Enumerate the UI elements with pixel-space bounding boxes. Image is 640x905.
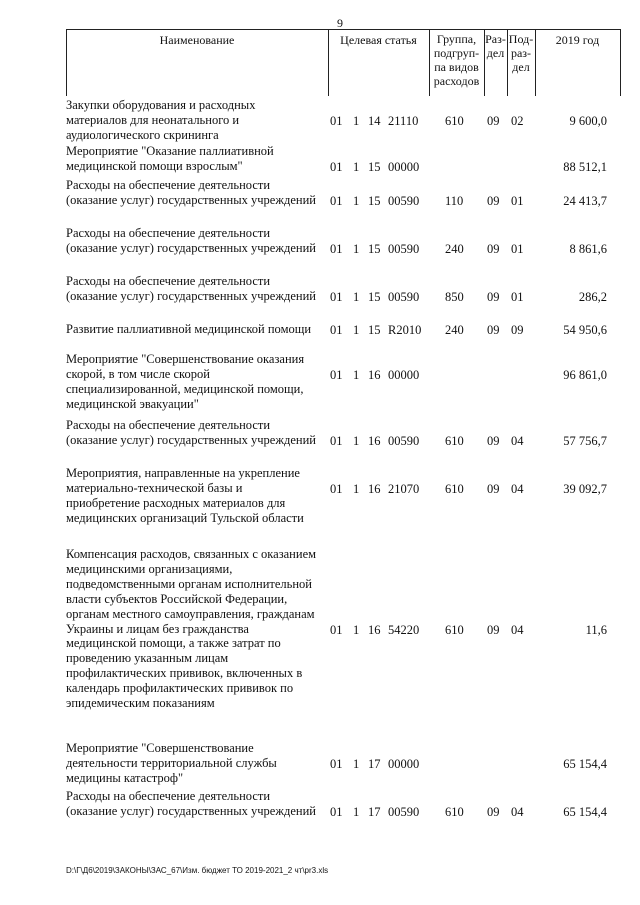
target-p3: 14 — [368, 113, 381, 128]
row-name — [66, 98, 328, 143]
row-name-line: медицинскими организациями, — [66, 561, 233, 576]
row-name-line: Развитие паллиативной медицинской помощи — [66, 322, 312, 336]
subsection-code: 09 — [511, 323, 524, 337]
subsection-code: 02 — [511, 113, 524, 128]
target-p1: 01 — [330, 193, 343, 208]
header-line: Под- — [508, 32, 534, 46]
target-p4: 00590 — [388, 241, 420, 256]
header-name: Наименование — [159, 33, 235, 47]
subsection-code: 01 — [511, 241, 524, 256]
header-target: Целевая статья — [340, 33, 417, 47]
amount: 88 512,1 — [563, 159, 607, 174]
target-p4: 00590 — [388, 289, 420, 304]
amount: 8 861,6 — [569, 241, 607, 256]
target-p4: 21110 — [388, 113, 419, 128]
row-name-line: Расходы на обеспечение деятельности — [66, 226, 271, 240]
target-p4: 00590 — [388, 193, 420, 208]
section-code: 09 — [487, 622, 500, 637]
row-name — [66, 741, 328, 786]
target-p2: 1 — [353, 433, 360, 448]
group-code: 610 — [445, 804, 464, 819]
row-name-line: (оказание услуг) государственных учреждений — [66, 240, 316, 255]
header-line: Раз- — [485, 32, 506, 46]
target-p4: 00000 — [388, 756, 420, 771]
group-code: 110 — [445, 193, 464, 208]
amount: 96 861,0 — [563, 367, 607, 382]
row-name-line: Расходы на обеспечение деятельности — [66, 418, 271, 432]
target-p3: 15 — [368, 323, 381, 337]
target-p3: 15 — [368, 159, 381, 174]
section-code: 09 — [487, 804, 500, 819]
group-code: 240 — [445, 241, 464, 256]
target-p3: 15 — [368, 193, 381, 208]
group-code: 610 — [445, 113, 464, 128]
header-line: па видов — [434, 60, 479, 74]
row-name-line: Закупки оборудования и расходных — [66, 98, 256, 112]
row-name — [66, 352, 328, 412]
target-p4: 00000 — [388, 159, 420, 174]
page-number: 9 — [337, 16, 343, 30]
row-name-line: подведомственными органам исполнительной — [66, 576, 312, 591]
target-p4: R2010 — [388, 323, 422, 337]
row-name-line: власти субъектов Российской Федерации, — [66, 591, 288, 606]
row-name — [66, 144, 328, 174]
group-code: 850 — [445, 289, 464, 304]
row-name-line: специализированной, медицинской помощи, — [66, 381, 304, 396]
target-p2: 1 — [353, 367, 360, 382]
row-name-line: Расходы на обеспечение деятельности — [66, 789, 271, 803]
target-p1: 01 — [330, 241, 343, 256]
amount: 54 950,6 — [563, 323, 607, 337]
target-p3: 16 — [368, 433, 381, 448]
row-name-line: деятельности территориальной службы — [66, 755, 277, 770]
target-p1: 01 — [330, 622, 343, 637]
group-code: 610 — [445, 622, 464, 637]
target-p2: 1 — [353, 804, 360, 819]
amount: 11,6 — [585, 622, 607, 637]
target-p3: 17 — [368, 756, 381, 771]
amount: 65 154,4 — [563, 756, 607, 771]
header-top-border — [66, 29, 621, 30]
row-name-line: (оказание услуг) государственных учреждений — [66, 432, 316, 447]
row-name — [66, 274, 328, 304]
target-p3: 17 — [368, 804, 381, 819]
row-name-line: (оказание услуг) государственных учреждений — [66, 192, 316, 207]
target-p1: 01 — [330, 159, 343, 174]
row-name-line: календарь профилактических прививок по — [66, 681, 294, 696]
target-p1: 01 — [330, 481, 343, 496]
row-name-line: (оказание услуг) государственных учреждений — [66, 288, 316, 303]
row-name — [66, 226, 328, 256]
header-group — [429, 32, 484, 88]
subsection-code: 01 — [511, 289, 524, 304]
target-p2: 1 — [353, 323, 360, 337]
row-name — [66, 322, 328, 337]
section-code: 09 — [487, 481, 500, 496]
target-p4: 00590 — [388, 433, 420, 448]
row-name-line: материально-технической базы и — [66, 480, 243, 495]
row-name-line: (оказание услуг) государственных учреждений — [66, 803, 316, 818]
target-p2: 1 — [353, 113, 360, 128]
row-name-line: органам местного самоуправления, гражданам — [66, 606, 315, 621]
file-path-footer: D:\Г\Д6\2019\ЗАКОНЫ\ЗАС_67\Изм. бюджет ТО 2019-2021_2 чт\pr3.xls — [66, 866, 329, 875]
table-header — [66, 29, 621, 96]
target-p1: 01 — [330, 289, 343, 304]
amount: 57 756,7 — [563, 433, 607, 448]
row-name-line: приобретение расходных материалов для — [66, 495, 286, 510]
target-p3: 16 — [368, 367, 381, 382]
section-code: 09 — [487, 241, 500, 256]
row-name-line: проведению указанным лицам — [66, 651, 229, 666]
target-p1: 01 — [330, 804, 343, 819]
target-p1: 01 — [330, 756, 343, 771]
group-code: 610 — [445, 433, 464, 448]
target-p3: 16 — [368, 481, 381, 496]
row-name-line: Мероприятие "Совершенствование оказания — [66, 352, 305, 366]
group-code: 610 — [445, 481, 464, 496]
row-name-line: Расходы на обеспечение деятельности — [66, 274, 271, 288]
row-name-line: Расходы на обеспечение деятельности — [66, 178, 271, 192]
amount: 39 092,7 — [563, 481, 607, 496]
target-p2: 1 — [353, 622, 360, 637]
target-p3: 16 — [368, 622, 381, 637]
row-name — [66, 547, 328, 711]
amount: 65 154,4 — [563, 804, 607, 819]
target-p4: 00000 — [388, 367, 420, 382]
target-p3: 15 — [368, 241, 381, 256]
row-name-line: медицинской помощи, а также затрат по — [66, 636, 281, 651]
row-name — [66, 466, 328, 526]
row-name-line: эпидемическим показаниям — [66, 696, 215, 711]
group-code: 240 — [445, 323, 464, 337]
amount: 286,2 — [578, 289, 607, 304]
target-p1: 01 — [330, 433, 343, 448]
target-p2: 1 — [353, 481, 360, 496]
amount: 24 413,7 — [563, 193, 607, 208]
header-line: дел — [486, 46, 505, 60]
section-code: 09 — [487, 433, 500, 448]
header-line: Группа, — [436, 32, 477, 46]
header-line: дел — [512, 60, 530, 74]
target-p2: 1 — [353, 159, 360, 174]
subsection-code: 01 — [511, 193, 524, 208]
target-p1: 01 — [330, 367, 343, 382]
row-name-line: скорой, в том числе скорой — [66, 366, 210, 381]
section-code: 09 — [487, 113, 500, 128]
row-name-line: медицинской помощи взрослым" — [66, 158, 243, 173]
subsection-code: 04 — [511, 804, 524, 819]
header-line: раз- — [510, 46, 532, 60]
section-code: 09 — [487, 323, 500, 337]
target-p1: 01 — [330, 323, 343, 337]
header-section — [484, 32, 507, 60]
row-name-line: медицины катастроф" — [66, 770, 184, 785]
target-p4: 54220 — [388, 622, 420, 637]
section-code: 09 — [487, 193, 500, 208]
row-name-line: Мероприятие "Совершенствование — [66, 741, 254, 755]
target-p1: 01 — [330, 113, 343, 128]
target-p3: 15 — [368, 289, 381, 304]
target-p2: 1 — [353, 756, 360, 771]
target-p4: 00590 — [388, 804, 420, 819]
target-p2: 1 — [353, 289, 360, 304]
row-name — [66, 418, 328, 448]
row-name-line: Мероприятие "Оказание паллиативной — [66, 144, 274, 158]
row-name — [66, 789, 328, 819]
row-name-line: Мероприятия, направленные на укрепление — [66, 466, 300, 480]
row-name — [66, 178, 328, 208]
row-name-line: профилактических прививок, включенных в — [66, 666, 303, 681]
row-name-line: Компенсация расходов, связанных с оказанием — [66, 547, 317, 561]
target-p4: 21070 — [388, 481, 420, 496]
header-line: расходов — [433, 74, 480, 88]
row-name-line: Украины и лицам без гражданства — [66, 621, 249, 636]
subsection-code: 04 — [511, 622, 524, 637]
header-border-right — [620, 29, 621, 96]
target-p2: 1 — [353, 241, 360, 256]
section-code: 09 — [487, 289, 500, 304]
header-line: подгруп- — [433, 46, 480, 60]
header-year: 2019 год — [555, 33, 600, 47]
row-name-line: материалов для неонатального и — [66, 112, 240, 127]
amount: 9 600,0 — [569, 113, 607, 128]
row-name-line: медицинской эвакуации" — [66, 396, 199, 411]
target-p2: 1 — [353, 193, 360, 208]
row-name-line: медицинских организаций Тульской области — [66, 510, 304, 525]
subsection-code: 04 — [511, 481, 524, 496]
row-name-line: аудиологического скрининга — [66, 127, 219, 142]
subsection-code: 04 — [511, 433, 524, 448]
header-subsection — [507, 32, 535, 74]
